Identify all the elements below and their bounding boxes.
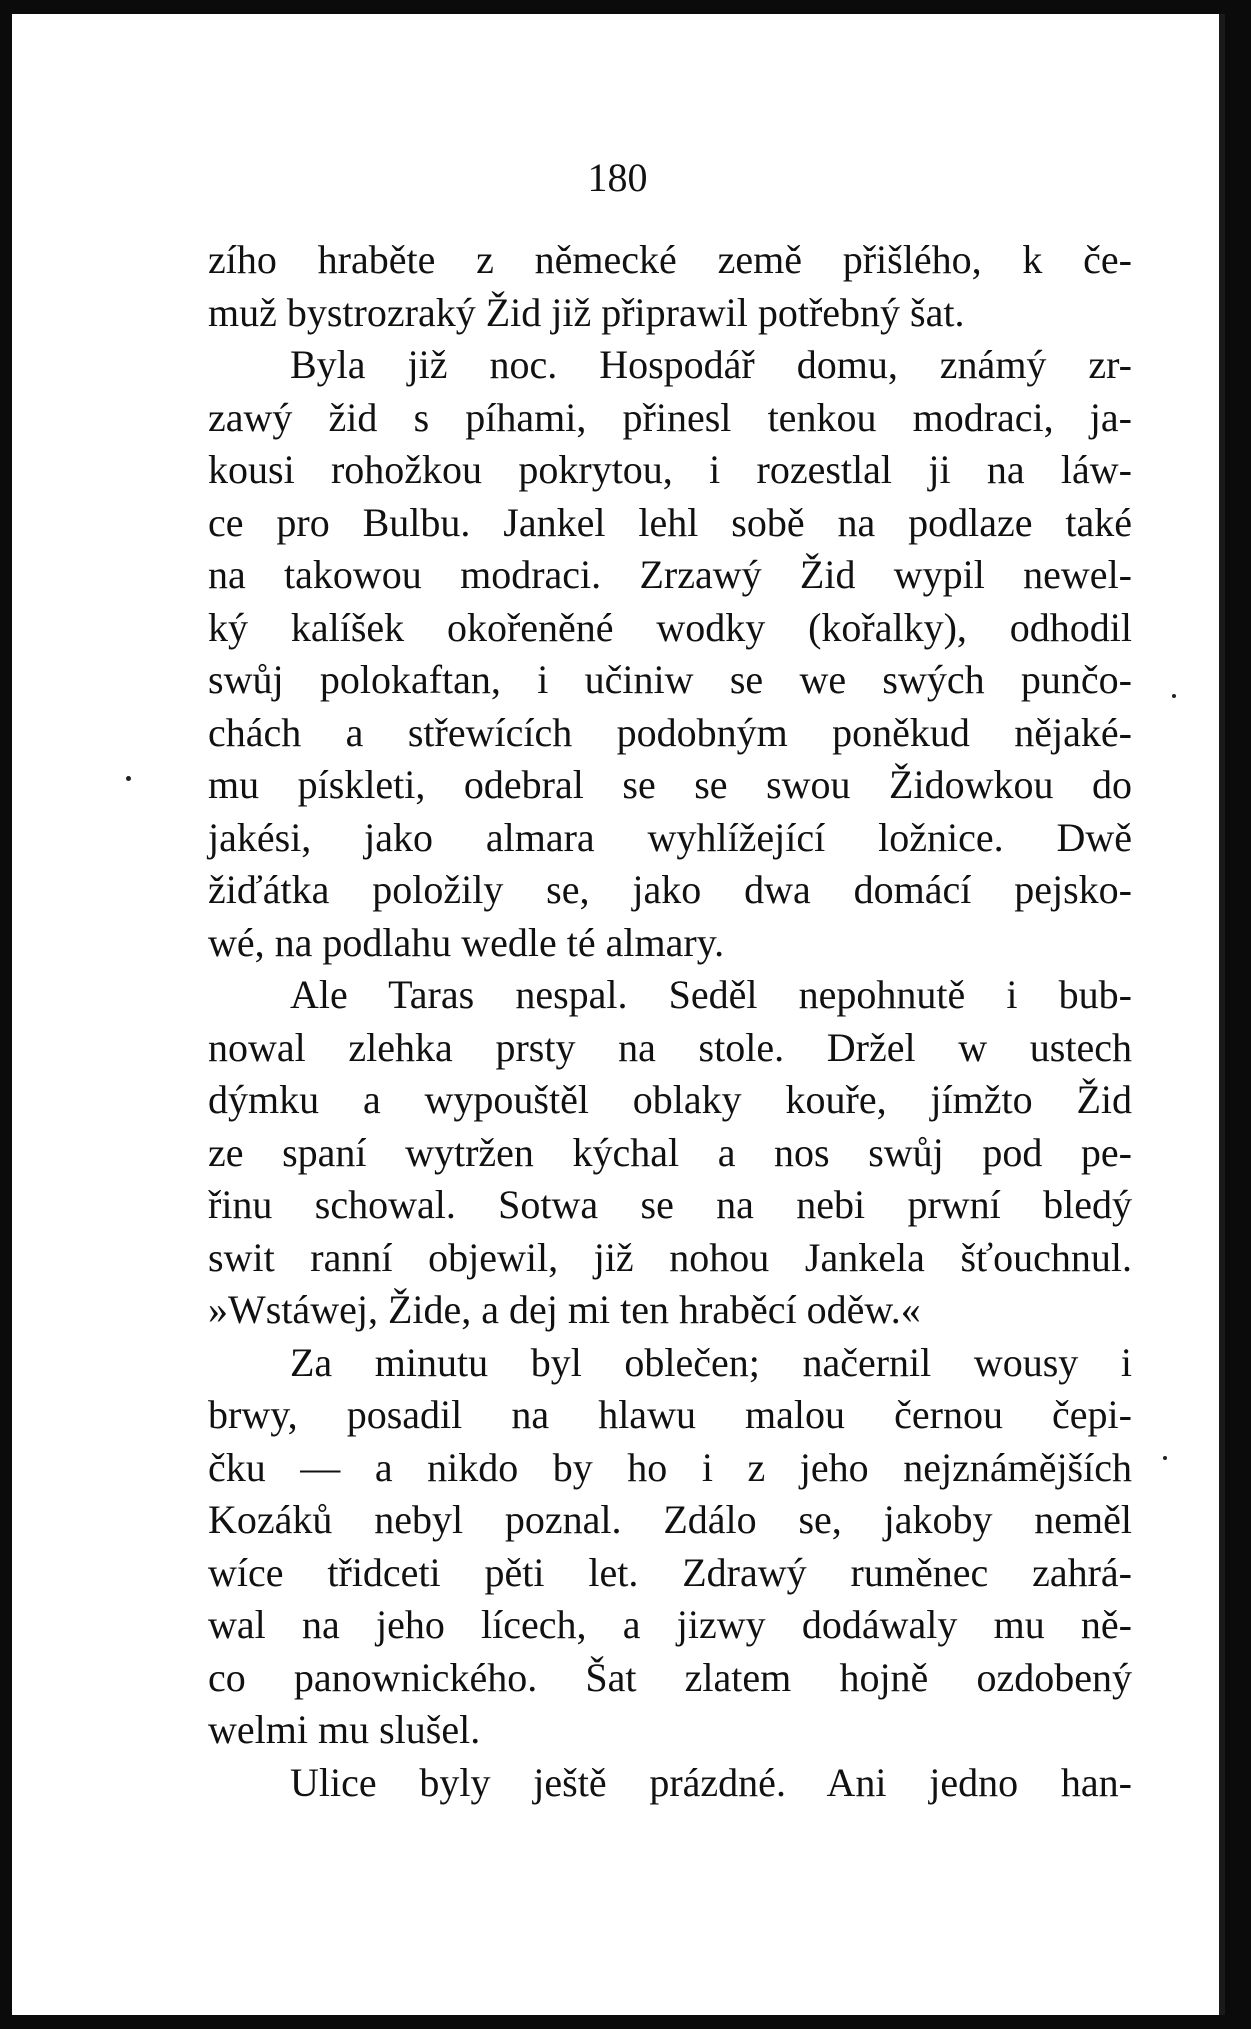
text-line: ze spaní wytržen kýchal a nos swůj pod pe-: [208, 1129, 1132, 1175]
text-line: wíce třidceti pěti let. Zdrawý ruměnec zahrá-: [208, 1549, 1132, 1595]
text-line: swůj polokaftan, i učiniw se we swých punčo-: [208, 657, 1132, 702]
text-line: Ulice byly ještě prázdné. Ani jedno han-: [290, 1759, 1132, 1805]
text-line: kousi rohožkou pokrytou, i rozestlal ji na láw-: [208, 447, 1132, 492]
text-line: »Wstáwej, Žide, a dej mi ten hraběcí oděw.«: [208, 1287, 921, 1332]
text-line: na takowou modraci. Zrzawý Žid wypil newel-: [208, 552, 1132, 597]
text-line: chách a střewících podobným poněkud nějaké-: [208, 709, 1132, 755]
text-line: brwy, posadil na hlawu malou černou čepi-: [208, 1392, 1132, 1437]
text-line: muž bystrozraký Žid již připrawil potřebný šat.: [208, 289, 965, 335]
text-line: Ale Taras nespal. Seděl nepohnutě i bub-: [290, 972, 1132, 1017]
text-line: dýmku a wypouštěl oblaky kouře, jímžto Žid: [208, 1077, 1132, 1122]
text-line: wal na jeho lícech, a jizwy dodáwaly mu ně-: [208, 1602, 1132, 1647]
text-line: swit ranní objewil, již nohou Jankela šťouchnul.: [208, 1234, 1132, 1280]
text-line: jakési, jako almara wyhlížející ložnice. Dwě: [208, 814, 1132, 860]
print-speck: [126, 776, 131, 781]
text-line: řinu schowal. Sotwa se na nebi prwní bledý: [208, 1182, 1132, 1227]
book-page: [12, 14, 1225, 2015]
text-line: ce pro Bulbu. Jankel lehl sobě na podlaze také: [208, 499, 1132, 545]
text-line: zího hraběte z německé země přišlého, k če-: [208, 237, 1132, 282]
text-line: nowal zlehka prsty na stole. Držel w ustech: [208, 1024, 1132, 1070]
text-line: čku — a nikdo by ho i z jeho nejznámějších: [208, 1444, 1132, 1490]
body-text: [208, 234, 1132, 1809]
text-line: žiďátka položily se, jako dwa domácí pejsko-: [208, 867, 1132, 912]
text-line: mu pískleti, odebral se se swou Židowkou do: [208, 762, 1132, 807]
page-edge-shadow: [1219, 14, 1225, 2015]
text-line: Byla již noc. Hospodář domu, známý zr-: [290, 342, 1132, 387]
print-speck: [1172, 694, 1176, 698]
text-line: co panownického. Šat zlatem hojně ozdobený: [208, 1654, 1132, 1700]
text-line: Kozáků nebyl poznal. Zdálo se, jakoby neměl: [208, 1497, 1132, 1542]
text-line: wé, na podlahu wedle té almary.: [208, 919, 725, 965]
page-number: 180: [587, 155, 648, 200]
text-line: Za minutu byl oblečen; načernil wousy i: [290, 1339, 1132, 1385]
text-line: welmi mu slušel.: [208, 1707, 481, 1752]
print-speck: [1163, 1456, 1167, 1460]
text-line: zawý žid s píhami, přinesl tenkou modraci, ja-: [208, 394, 1132, 440]
text-line: ký kalíšek okořeněné wodky (kořalky), odhodil: [208, 604, 1132, 650]
